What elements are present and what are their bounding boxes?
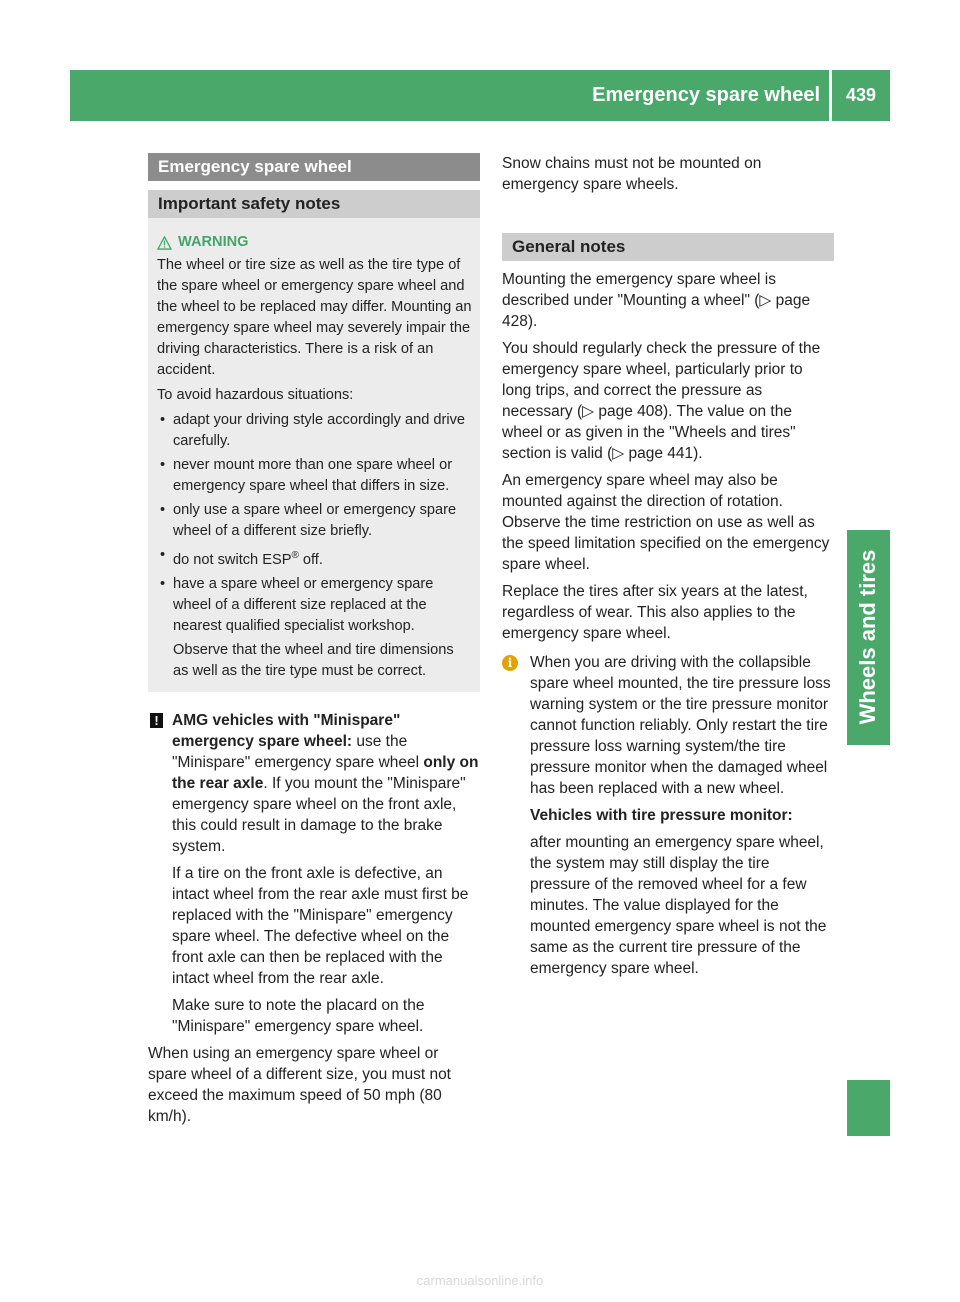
warning-heading [157,232,472,253]
page-number: 439 [845,85,877,105]
list-item: • do not switch ESP® off. [157,545,472,571]
warning-box [148,218,480,692]
warning-paragraph: The wheel or tire size as well as the tire type of the spare wheel or emergency spare wheel and the wheel to be replaced may differ. Mounting an emergency spare wheel may severely impair the driving characteristics. There is a risk of an accident. [157,257,472,378]
page-header [70,70,890,121]
notice-paragraph: If a tire on the front axle is defective, an intact wheel from the rear axle must first be replaced with the "Minispare" emergency spare wheel. The defective wheel on the front axle can then be replaced with the intact wheel from the rear axle. [172,864,469,987]
info-heading: Vehicles with tire pressure monitor: [530,807,793,824]
section-title: General notes [502,233,834,261]
body-paragraph: You should regularly check the pressure of the emergency spare wheel, particularly prior to long trips, and correct the pressure as necessary (▷ page 408). The value on the wheel or as given in the "Wheels and tires" section is valid (▷ page 441). [502,340,821,462]
warning-triangle-icon [157,236,172,250]
list-item: • only use a spare wheel or emergency spare wheel of a different size briefly. [157,500,472,542]
list-item: • have a spare wheel or emergency spare wheel of a different size replaced at the nearest qualified specialist workshop. [157,574,472,637]
warning-paragraph: To avoid hazardous situations: [157,387,354,403]
body-paragraph: Snow chains must not be mounted on emergency spare wheels. [502,155,762,193]
header-title: Emergency spare wheel [592,84,820,106]
left-column [148,153,480,1133]
info-paragraph: after mounting an emergency spare wheel, the system may still display the tire pressure of the removed wheel for a few minutes. The value displayed for the mounted emergency spare wheel is not the same as the current tire pressure of the emergency spare wheel. [530,834,827,977]
header-divider [829,70,832,121]
exclamation-icon: ! [150,713,163,728]
section-title: Emergency spare wheel [148,153,480,181]
subsection-title: Important safety notes [148,190,480,218]
warning-list [157,410,472,682]
info-icon: i [502,655,518,671]
notice-paragraph: Make sure to note the placard on the "Minispare" emergency spare wheel. [172,996,425,1035]
damage-notice [148,710,480,1037]
body-paragraph: An emergency spare wheel may also be mounted against the direction of rotation. Observe the time restriction on use as well as the speed limitation specified on the emergency spare wheel. [502,472,830,573]
list-item: • adapt your driving style accordingly and drive carefully. [157,410,472,452]
list-item-continuation: Observe that the wheel and tire dimensions as well as the tire type must be correct. [173,641,454,679]
chapter-marker [847,1080,890,1136]
chapter-tab [847,530,890,745]
info-note [502,652,834,979]
info-paragraph: When you are driving with the collapsible spare wheel mounted, the tire pressure loss warning system or the tire pressure monitor cannot function reliably. Only restart the tire pressure loss warning system/the tire pressure monitor when the damaged wheel has been replaced with a new wheel. [530,654,831,797]
watermark: carmanualsonline.info [416,1273,544,1288]
body-paragraph: Mounting the emergency spare wheel is described under "Mounting a wheel" (▷ page 428). [502,271,811,330]
body-paragraph: When using an emergency spare wheel or spare wheel of a different size, you must not exceed the maximum speed of 50 mph (80 km/h). [148,1044,451,1125]
notice-paragraph: AMG vehicles with "Minispare" emergency spare wheel: use the "Minispare" emergency spare wheel only on the rear axle. If you mount the "Minispare" emergency spare wheel on the front axle, this could result in damage to the brake system. [172,711,479,855]
list-item: • never mount more than one spare wheel or emergency spare wheel that differs in size. [157,455,472,497]
right-column [502,153,834,985]
warning-title: WARNING [178,234,249,250]
body-paragraph: Replace the tires after six years at the latest, regardless of wear. This also applies to the emergency spare wheel. [502,583,808,642]
chapter-tab-label: Wheels and tires [855,549,880,725]
